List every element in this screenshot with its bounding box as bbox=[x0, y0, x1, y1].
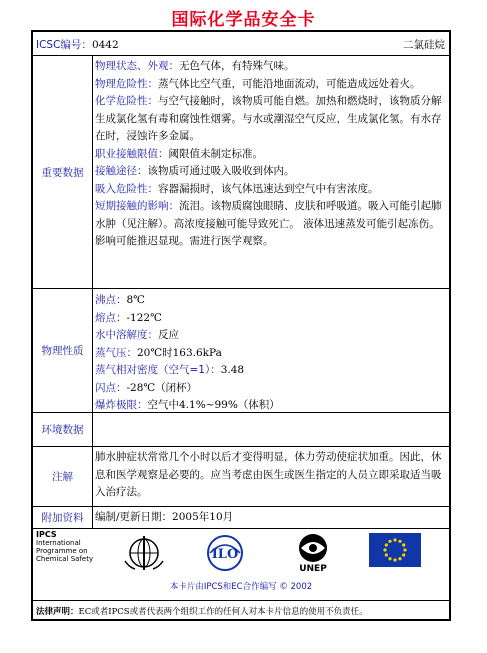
svg-text:ILO: ILO bbox=[211, 547, 239, 562]
legal-text: EC或者IPCS或者代表两个组织工作的任何人对本卡片信息的使用不负责任。 bbox=[78, 607, 368, 617]
additional-label: 附加资料 bbox=[33, 507, 93, 528]
property-item: 闪点：-28℃（闭杯） bbox=[95, 381, 198, 394]
hazard-item: 接触途径：该物质可通过吸入吸收到体内。 bbox=[95, 165, 295, 177]
copyright-footer: 本卡片由IPCS和EC合作编写 © 2002 bbox=[169, 582, 313, 592]
who-logo-icon bbox=[119, 533, 169, 573]
hazard-item: 物理危险性：蒸气体比空气重，可能沿地面流动，可能造成远处着火。 bbox=[95, 77, 421, 90]
property-item: 水中溶解度：反应 bbox=[95, 329, 179, 341]
icsc-id-value: 0442 bbox=[91, 39, 119, 51]
ipcs-logo: IPCS International Programme on Chemical Safety bbox=[36, 530, 94, 563]
additional-text: 编制/更新日期：2005年10月 bbox=[95, 511, 234, 523]
hazard-item: 物理状态、外观：无色气体，有特殊气味。 bbox=[95, 60, 295, 72]
icsc-id-label: ICSC编号： bbox=[36, 39, 92, 51]
legal-label: 法律声明： bbox=[36, 607, 79, 617]
hazards-label: 重要数据 bbox=[33, 56, 93, 288]
property-item: 蒸气相对密度（空气=1）：3.48 bbox=[95, 364, 245, 376]
environment-section bbox=[33, 413, 449, 447]
notes-text: 肺水肿症状常常几个小时以后才变得明显，体力劳动使症状加重。因此，休息和医学观察是必要的。应当考虑由医生或医生指定的人员立即采取适当吸入治疗法。 bbox=[95, 451, 442, 498]
logos-section bbox=[33, 529, 449, 601]
physical-section bbox=[33, 289, 449, 413]
legal-section bbox=[33, 601, 449, 621]
property-item: 蒸气压：20℃时163.6kPa bbox=[95, 346, 222, 359]
hazards-content bbox=[95, 58, 445, 251]
physical-content bbox=[95, 292, 445, 415]
notes-section bbox=[33, 447, 449, 507]
eu-flag-icon bbox=[369, 533, 421, 567]
hazards-section bbox=[33, 56, 449, 289]
card-title: 国际化学品安全卡 bbox=[171, 10, 316, 30]
property-item: 爆炸极限：空气中4.1%~99%（体积） bbox=[95, 399, 280, 411]
ilo-logo-icon bbox=[201, 533, 249, 573]
hazard-item: 职业接触限值：阈限值未制定标准。 bbox=[95, 147, 263, 160]
card-header bbox=[33, 32, 449, 56]
property-item: 熔点：-122℃ bbox=[95, 311, 162, 324]
environment-label: 环境数据 bbox=[33, 413, 93, 446]
additional-section bbox=[33, 507, 449, 529]
hazard-item: 吸入危险性：容器漏损时，该气体迅速达到空气中有害浓度。 bbox=[95, 182, 379, 195]
icsc-card bbox=[31, 30, 451, 621]
hazard-item: 化学危险性：与空气接触时，该物质可能自燃。加热和燃烧时，该物质分解生成氯化氢有毒和腐蚀性烟雾。与水或潮湿空气反应，生成氯化氢。有水存在时，浸蚀许多金属。 bbox=[95, 95, 442, 142]
notes-label: 注解 bbox=[33, 447, 93, 506]
physical-label: 物理性质 bbox=[33, 289, 93, 412]
hazard-item: 短期接触的影响：流泪。该物质腐蚀眼睛、皮肤和呼吸道。吸入可能引起肺水肿（见注解）。高浓度接触可能导致死亡。 液体迅速蒸发可能引起冻伤。影响可能推迟显现。需进行医学观察。 bbox=[95, 200, 442, 247]
chemical-name: 二氯硅烷 bbox=[403, 39, 445, 51]
property-item: 沸点：8℃ bbox=[95, 294, 145, 306]
unep-label: UNEP bbox=[299, 564, 327, 574]
